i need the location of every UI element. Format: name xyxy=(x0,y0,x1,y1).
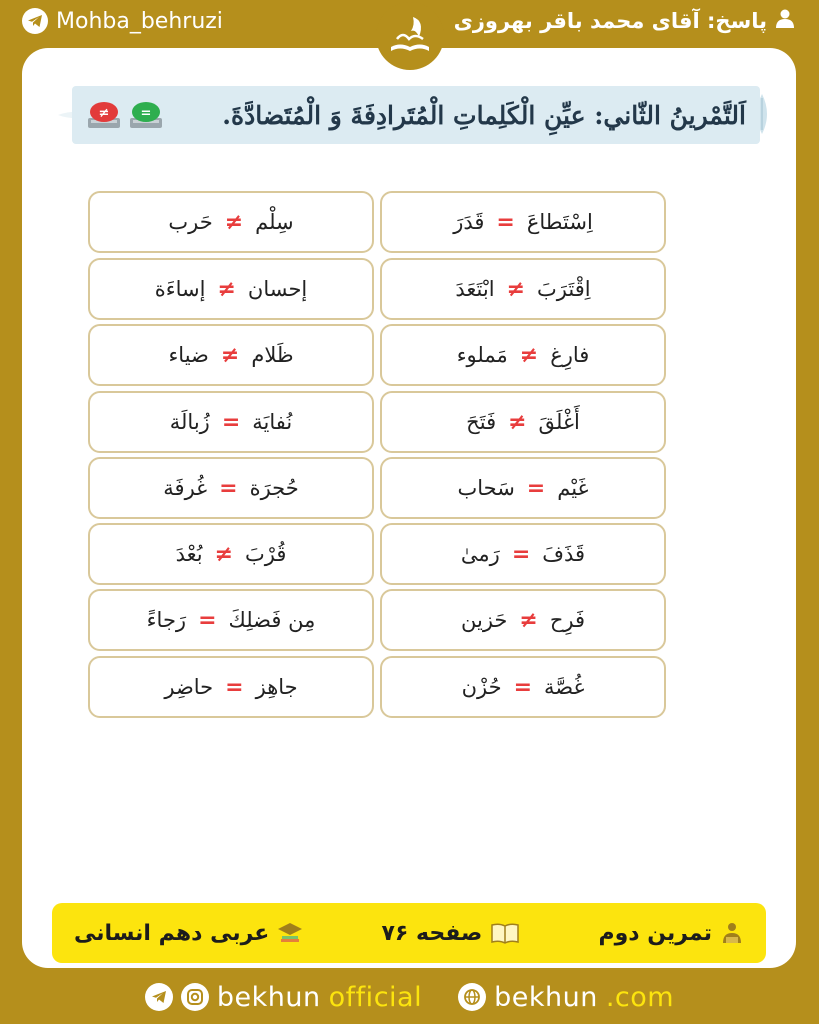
exercise-title-band xyxy=(72,86,760,144)
exercise-label xyxy=(598,921,744,946)
word-pair-box xyxy=(380,258,666,320)
website-prefix: bekhun xyxy=(494,981,598,1013)
word-b: فَتَحَ xyxy=(466,410,497,434)
word-b: رَمىٰ xyxy=(460,542,500,566)
relation-sign: ≠ xyxy=(519,607,538,633)
word-pair-box xyxy=(380,457,666,519)
word-b: حَرب xyxy=(168,210,213,234)
word-pair-box xyxy=(380,391,666,453)
word-a: فارِغ xyxy=(550,343,590,367)
word-a: مِن فَضلِكَ xyxy=(228,608,316,632)
relation-icons xyxy=(86,98,164,132)
word-b: حاضِر xyxy=(164,675,214,699)
footer-info-bar xyxy=(52,903,766,963)
relation-sign: ≠ xyxy=(217,276,236,302)
word-pair-box xyxy=(88,457,374,519)
word-pair-box xyxy=(88,391,374,453)
word-pair-box xyxy=(88,191,374,253)
relation-sign: ≠ xyxy=(506,276,526,302)
word-b: رَجاءً xyxy=(146,608,187,632)
bottom-social-bar xyxy=(0,970,819,1024)
answer-by xyxy=(454,8,795,33)
word-pair-box xyxy=(88,523,374,585)
word-a: إحسان xyxy=(247,277,308,301)
user-icon xyxy=(775,8,795,33)
relation-sign: ≠ xyxy=(224,209,244,235)
word-pair-box xyxy=(380,589,666,651)
exercise-label-text: تمرین دوم xyxy=(598,920,712,946)
page-label-text: صفحه ۷۶ xyxy=(381,920,483,946)
social-handle[interactable] xyxy=(145,982,422,1013)
word-a: نُفايَة xyxy=(252,410,293,434)
graduation-cap-icon xyxy=(277,921,303,945)
word-b: قَدَرَ xyxy=(453,210,485,234)
relation-sign: = xyxy=(526,475,546,501)
word-b: حُزْن xyxy=(461,675,502,699)
word-b: بُعْدَ xyxy=(175,542,203,566)
word-b: غُرفَة xyxy=(163,476,208,500)
word-a: جاهِز xyxy=(255,675,298,699)
word-a: أَغْلَقَ xyxy=(538,410,580,434)
website-link[interactable] xyxy=(458,982,674,1013)
word-pair-box xyxy=(380,523,666,585)
teacher-icon xyxy=(720,921,744,945)
word-pair-box xyxy=(88,656,374,718)
website-suffix: .com xyxy=(605,981,675,1013)
word-b: حَزين xyxy=(460,608,508,632)
telegram-handle-text: Mohba_behruzi xyxy=(56,8,223,34)
word-pair-box xyxy=(380,324,666,386)
equal-button-icon xyxy=(128,98,164,132)
open-book-icon xyxy=(490,922,520,944)
word-a: اِقْتَرَبَ xyxy=(537,277,591,301)
word-a: حُجرَة xyxy=(249,476,299,500)
word-pair-box xyxy=(380,656,666,718)
exercise-title: اَلتَّمْرينُ الثّاني: عيِّنِ الْكَلِماتِ الْمُتَرادِفَةَ وَ الْمُتَضادَّةَ. xyxy=(222,100,746,130)
relation-sign: = xyxy=(221,409,241,435)
word-b: مَملوء xyxy=(456,343,508,367)
book-logo-icon xyxy=(383,9,437,63)
book-label xyxy=(74,921,303,946)
word-a: غَيْم xyxy=(557,476,589,500)
word-b: سَحاب xyxy=(457,476,515,500)
relation-sign: ≠ xyxy=(214,541,234,567)
book-label-text: عربی دهم انسانی xyxy=(74,920,270,946)
answer-by-text: پاسخ: آقای محمد باقر بهروزی xyxy=(453,8,767,33)
telegram-icon xyxy=(22,8,48,34)
relation-sign: = xyxy=(496,209,515,235)
logo-badge xyxy=(376,2,444,70)
globe-icon xyxy=(458,983,486,1011)
relation-sign: ≠ xyxy=(519,342,539,368)
word-a: غُصَّة xyxy=(544,675,585,699)
relation-sign: = xyxy=(219,475,238,501)
word-a: اِسْتَطاعَ xyxy=(526,210,593,234)
page-label xyxy=(382,921,521,946)
word-a: سِلْم xyxy=(255,210,294,234)
word-pair-box xyxy=(380,191,666,253)
telegram-icon xyxy=(145,983,173,1011)
word-pair-box xyxy=(88,324,374,386)
relation-sign: = xyxy=(513,674,532,700)
word-b: إساءَة xyxy=(154,277,206,301)
word-pair-box xyxy=(88,589,374,651)
telegram-handle[interactable] xyxy=(22,8,223,34)
relation-sign: = xyxy=(225,674,244,700)
relation-sign: ≠ xyxy=(508,409,527,435)
not-equal-button-icon xyxy=(86,98,122,132)
social-handle-suffix: official xyxy=(328,981,423,1013)
svg-text:≠: ≠ xyxy=(98,106,110,121)
word-b: زُبالَة xyxy=(169,410,210,434)
word-b: ضياء xyxy=(168,343,209,367)
relation-sign: ≠ xyxy=(220,342,240,368)
word-a: فَرِح xyxy=(549,608,586,632)
word-a: قُرْبَ xyxy=(245,542,287,566)
instagram-icon xyxy=(181,983,209,1011)
word-b: ابْتَعَدَ xyxy=(455,277,495,301)
relation-sign: = xyxy=(511,541,531,567)
social-handle-prefix: bekhun xyxy=(216,981,321,1013)
word-a: ظَلام xyxy=(251,343,294,367)
svg-text:=: = xyxy=(140,106,152,121)
word-pair-box xyxy=(88,258,374,320)
relation-sign: = xyxy=(198,607,217,633)
word-a: قَذَفَ xyxy=(542,542,586,566)
